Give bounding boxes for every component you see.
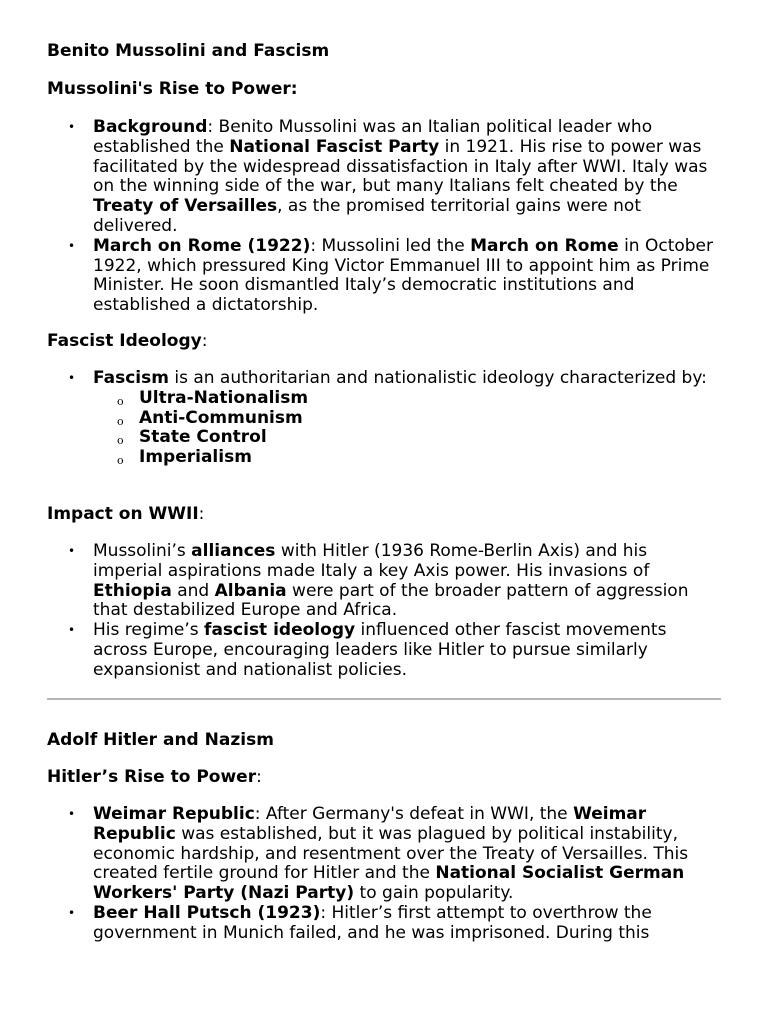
text: were part of the broader pattern of aggression that destabilized Europe and Africa. (93, 580, 689, 621)
list-item-weimar-republic (47, 805, 721, 904)
heading-mussolini-rise: Mussolini's Rise to Power: (47, 79, 298, 99)
heading-colon: : (256, 767, 262, 787)
sublist-fascism-traits (93, 389, 721, 468)
list-item-alliances (47, 542, 721, 621)
section-divider (47, 698, 721, 700)
text: : Mussolini led the (310, 235, 471, 256)
heading-fascist-ideology (47, 332, 207, 352)
text: influenced other fascist movements across Europe, encouraging leaders like Hitler to pursue similarly expansionist and nationalist policies. (93, 620, 667, 680)
term-fascism: Fascism (93, 368, 169, 388)
text: Mussolini’s (93, 541, 192, 561)
list-item-background (47, 118, 721, 237)
heading-hitler-rise (47, 768, 262, 788)
heading-text: Fascist Ideology (47, 331, 202, 351)
text: to gain popularity. (354, 883, 514, 904)
text: in 1921. His rise to power was facilitated by the widespread dissatisfaction in Italy after WWI. Italy was on the winning side of the war, but many Italians felt cheated by the (93, 136, 708, 197)
term-background: Background (93, 117, 208, 137)
term-national-fascist-party: National Fascist Party (229, 136, 440, 157)
term-albania: Albania (214, 580, 287, 601)
text: His regime’s (93, 620, 205, 641)
heading-text: Impact on WWII (47, 504, 199, 524)
text: : After Germany's defeat in WWI, the (254, 804, 574, 824)
term-alliances: alliances (191, 541, 276, 561)
text: is an authoritarian and nationalistic ideology characterized by: (168, 368, 707, 388)
term-fascist-ideology: fascist ideology (204, 620, 356, 641)
sublist-item: o Imperialism (93, 448, 721, 468)
term-nazi-party: National Socialist German Workers' Party (Nazi Party) (93, 863, 685, 904)
term-weimar-republic-2: Weimar Republic (93, 804, 647, 844)
list-item-fascist-ideology (47, 621, 721, 680)
sublist-item: o Anti-Communism (93, 409, 721, 429)
text: with Hitler (1936 Rome-Berlin Axis) and his imperial aspirations made Italy a key Axis power. His invasions of (93, 541, 650, 581)
term-beer-hall-putsch: Beer Hall Putsch (1923) (93, 902, 321, 923)
section-title-mussolini: Benito Mussolini and Fascism (47, 41, 330, 61)
list-item-march-on-rome (47, 237, 721, 316)
text: : Hitler’s first attempt to overthrow the government in Munich failed, and he was imprisoned. During this (93, 902, 652, 943)
list-mussolini-rise (47, 118, 721, 316)
list-item-fascism (47, 369, 721, 468)
term-treaty-of-versailles: Treaty of Versailles (93, 196, 278, 217)
text: : Benito Mussolini was an Italian political leader who established the (93, 117, 653, 157)
sublist-item: o State Control (93, 428, 721, 448)
sublist-item: o Ultra-Nationalism (93, 389, 721, 409)
heading-impact-wwii (47, 505, 204, 525)
term-weimar-republic: Weimar Republic (93, 804, 255, 824)
heading-colon: : (198, 504, 205, 524)
list-fascist-ideology (47, 369, 721, 468)
heading-colon: : (201, 331, 208, 351)
heading-text: Hitler’s Rise to Power (47, 767, 257, 787)
text: in October 1922, which pressured King Victor Emmanuel III to appoint him as Prime Minister. He soon dismantled Italy’s democratic institutions and established a dictatorship. (93, 235, 714, 316)
term-march-on-rome: March on Rome (470, 235, 619, 256)
list-hitler-rise (47, 805, 721, 944)
text: and (171, 580, 215, 601)
term-march-on-rome-1922: March on Rome (1922) (93, 235, 311, 256)
term-ethiopia: Ethiopia (93, 580, 172, 601)
list-impact-wwii (47, 542, 721, 681)
text: was established, but it was plagued by political instability, economic hardship, and resentment over the Treaty of Versailles. This created fertile ground for Hitler and the (93, 823, 689, 884)
list-item-beer-hall-putsch (47, 904, 721, 944)
section-title-hitler: Adolf Hitler and Nazism (47, 730, 274, 750)
text: , as the promised territorial gains were not delivered. (93, 196, 641, 236)
